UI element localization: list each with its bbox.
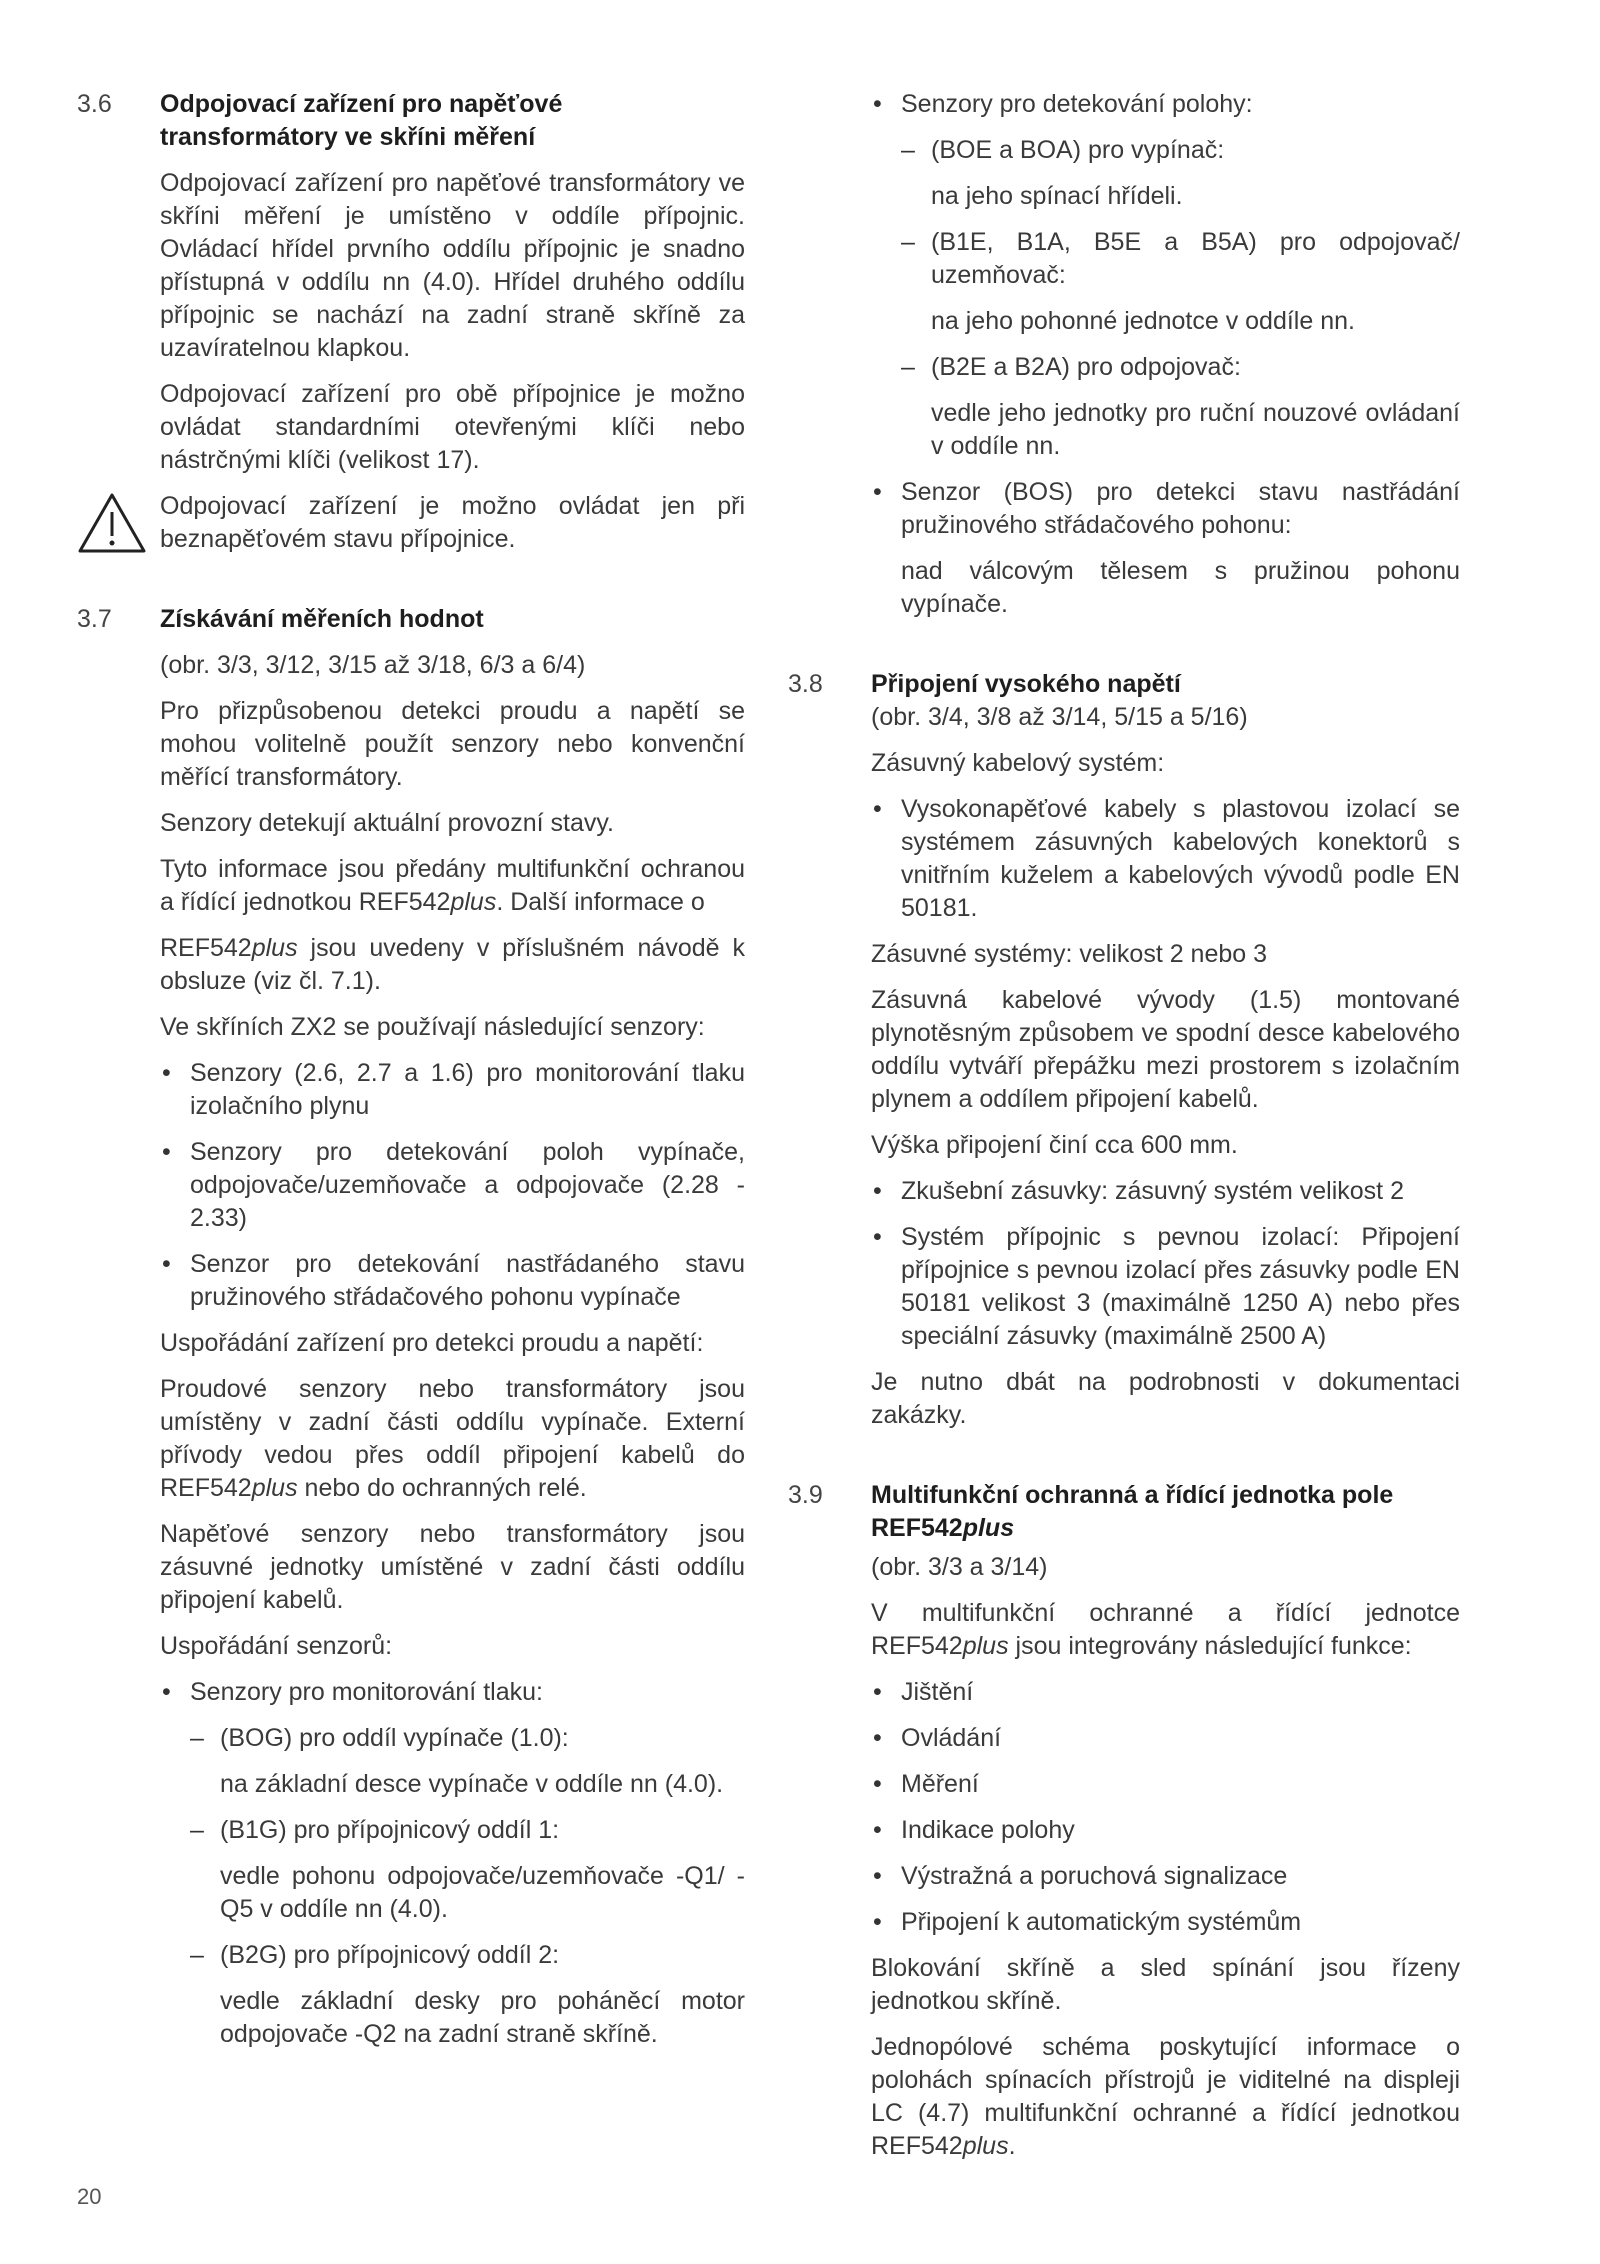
paragraph: Uspořádání zařízení pro detekci proudu a napětí: <box>160 1329 704 1357</box>
list-item: • Vysokonapěťové kabely s plastovou izolací se systémem zásuvných kabelových konektorů s vnitřním kuželem a kabelových vývodů podle EN 50181. <box>871 793 1460 925</box>
paragraph: Zásuvné systémy: velikost 2 nebo 3 <box>871 940 1268 968</box>
section-3-9-heading <box>788 1479 1460 1545</box>
paragraph: Zásuvný kabelový systém: <box>871 749 1165 777</box>
left-column <box>77 88 745 2064</box>
dash-item-detail: vedle jeho jednotky pro ruční nouzové ovládaní v oddíle nn. <box>931 399 1460 460</box>
dash-item: – (B1G) pro přípojnicový oddíl 1: <box>190 1814 745 1847</box>
connection-list <box>871 1175 1460 1353</box>
right-column <box>788 88 1460 2176</box>
dash-item-detail: na základní desce vypínače v oddíle nn (4.0). <box>220 1770 724 1798</box>
position-sensor-sublist <box>901 134 1460 463</box>
list-item: • Senzory pro detekování polohy: <box>871 88 1460 121</box>
paragraph: Zásuvná kabelové vývody (1.5) montované plynotěsným způsobem ve spodní desce kabelového oddílu vytváří přepážku mezi prostorem s izolačním plynem a oddílem připojení kabelů. <box>871 986 1460 1113</box>
section-3-8-heading <box>788 668 1460 701</box>
position-sensors <box>871 88 1460 621</box>
paragraph: Jednopólové schéma poskytující informace o polohách spínacích přístrojů je viditelné na displeji LC (4.7) multifunkční ochranné a řídící jednotkou REF542plus. <box>871 2033 1460 2160</box>
paragraph: REF542plus jsou uvedeny v příslušném návodě k obsluze (viz čl. 7.1). <box>160 934 745 995</box>
dash-item-detail: na jeho spínací hřídeli. <box>931 182 1183 210</box>
figure-reference: (obr. 3/4, 3/8 až 3/14, 5/15 a 5/16) <box>871 703 1248 731</box>
warning-note <box>160 490 745 556</box>
list-item: • Indikace polohy <box>871 1814 1460 1847</box>
dash-item-detail: vedle základní desky pro poháněcí motor odpojovače -Q2 na zadní straně skříně. <box>220 1987 745 2048</box>
paragraph: V multifunkční ochranné a řídící jednotce REF542plus jsou integrovány následující funkce: <box>871 1599 1460 1660</box>
section-3-9-body <box>871 1551 1460 2163</box>
pressure-sensor-sublist <box>190 1722 745 2051</box>
warning-text: Odpojovací zařízení je možno ovládat jen při beznapěťovém stavu přípojnice. <box>160 492 745 553</box>
figure-reference: (obr. 3/3, 3/12, 3/15 až 3/18, 6/3 a 6/4) <box>160 651 586 679</box>
section-title: Odpojovací zařízení pro napěťové transformátory ve skříni měření <box>160 90 563 151</box>
dash-item: – (B1E, B1A, B5E a B5A) pro odpojovač/ uzemňovač: <box>901 226 1460 292</box>
paragraph: Blokování skříně a sled spínání jsou řízeny jednotkou skříně. <box>871 1954 1460 2015</box>
list-item: • Výstražná a poruchová signalizace <box>871 1860 1460 1893</box>
paragraph: Tyto informace jsou předány multifunkční ochranou a řídící jednotkou REF542plus. Další informace o <box>160 855 745 916</box>
figure-reference: (obr. 3/3 a 3/14) <box>871 1553 1048 1581</box>
section-3-8-body <box>871 701 1460 1432</box>
function-list <box>871 1676 1460 1939</box>
dash-item: – (BOE a BOA) pro vypínač: <box>901 134 1460 167</box>
paragraph: Senzory detekují aktuální provozní stavy. <box>160 809 614 837</box>
list-item: • Zkušební zásuvky: zásuvný systém velikost 2 <box>871 1175 1460 1208</box>
list-item: • Senzor pro detekování nastřádaného stavu pružinového střádačového pohonu vypínače <box>160 1248 745 1314</box>
section-number: 3.9 <box>788 1481 823 1509</box>
section-number: 3.6 <box>77 90 112 118</box>
list-item: • Měření <box>871 1768 1460 1801</box>
warning-triangle-icon <box>77 492 147 554</box>
list-item: • Senzor (BOS) pro detekci stavu nastřádání pružinového střádačového pohonu: <box>871 476 1460 542</box>
list-item: • Senzory (2.6, 2.7 a 1.6) pro monitorování tlaku izolačního plynu <box>160 1057 745 1123</box>
pressure-sensor-list <box>160 1676 745 1709</box>
paragraph: Ve skříních ZX2 se používají následující senzory: <box>160 1013 705 1041</box>
list-item-detail: nad válcovým tělesem s pružinou pohonu vypínače. <box>901 557 1460 618</box>
paragraph: Napěťové senzory nebo transformátory jsou zásuvné jednotky umístěné v zadní části oddílu připojení kabelů. <box>160 1520 745 1614</box>
dash-item: – (B2E a B2A) pro odpojovač: <box>901 351 1460 384</box>
section-number: 3.7 <box>77 605 112 633</box>
section-3-6-heading <box>77 88 745 154</box>
paragraph: Uspořádání senzorů: <box>160 1632 393 1660</box>
dash-item-detail: na jeho pohonné jednotce v oddíle nn. <box>931 307 1355 335</box>
list-item: • Systém přípojnic s pevnou izolací: Připojení přípojnice s pevnou izolací přes zásuvky podle EN 50181 velikost 3 (maximálně 1250 A) nebo přes speciální zásuvky (maximálně 2500 A) <box>871 1221 1460 1353</box>
bos-sensor-list <box>871 476 1460 542</box>
paragraph: Proudové senzory nebo transformátory jsou umístěny v zadní části oddílu vypínače. Externí přívody vedou přes oddíl připojení kabelů do REF542plus nebo do ochranných relé. <box>160 1375 745 1502</box>
dash-item-detail: vedle pohonu odpojovače/uzemňovače -Q1/ -Q5 v oddíle nn (4.0). <box>220 1862 745 1923</box>
page-number: 20 <box>77 2184 102 2209</box>
paragraph: Výška připojení činí cca 600 mm. <box>871 1131 1238 1159</box>
section-title: Získávání měřeních hodnot <box>160 605 484 633</box>
list-item: • Připojení k automatickým systémům <box>871 1906 1460 1939</box>
paragraph: Odpojovací zařízení pro napěťové transformátory ve skříni měření je umístěno v oddíle přípojnic. Ovládací hřídel prvního oddílu přípojnic je snadno přístupná v oddílu nn (4.0). Hřídel druhého oddílu přípojnic se nachází na zadní straně skříně za uzavíratelnou klapkou. <box>160 169 745 362</box>
paragraph: Pro přizpůsobenou detekci proudu a napětí se mohou volitelně použít senzory nebo konvenční měřící transformátory. <box>160 697 745 791</box>
section-3-6-body <box>160 167 745 556</box>
paragraph: Odpojovací zařízení pro obě přípojnice je možno ovládat standardními otevřenými klíči nebo nástrčnými klíči (velikost 17). <box>160 380 745 474</box>
section-3-7-heading <box>77 603 745 636</box>
section-title: Připojení vysokého napětí <box>871 670 1181 698</box>
dash-item: – (B2G) pro přípojnicový oddíl 2: <box>190 1939 745 1972</box>
position-sensor-list <box>871 88 1460 121</box>
list-item: • Senzory pro detekování poloh vypínače, odpojovače/uzemňovače a odpojovače (2.28 - 2.33) <box>160 1136 745 1235</box>
dash-item: – (BOG) pro oddíl vypínače (1.0): <box>190 1722 745 1755</box>
list-item: • Jištění <box>871 1676 1460 1709</box>
list-item: • Senzory pro monitorování tlaku: <box>160 1676 745 1709</box>
paragraph: Je nutno dbát na podrobnosti v dokumentaci zakázky. <box>871 1368 1460 1429</box>
section-number: 3.8 <box>788 670 823 698</box>
cable-list <box>871 793 1460 925</box>
section-3-7-body <box>160 649 745 2051</box>
sensor-list <box>160 1057 745 1314</box>
section-title: Multifunkční ochranná a řídící jednotka pole REF542plus <box>871 1481 1394 1542</box>
list-item: • Ovládání <box>871 1722 1460 1755</box>
